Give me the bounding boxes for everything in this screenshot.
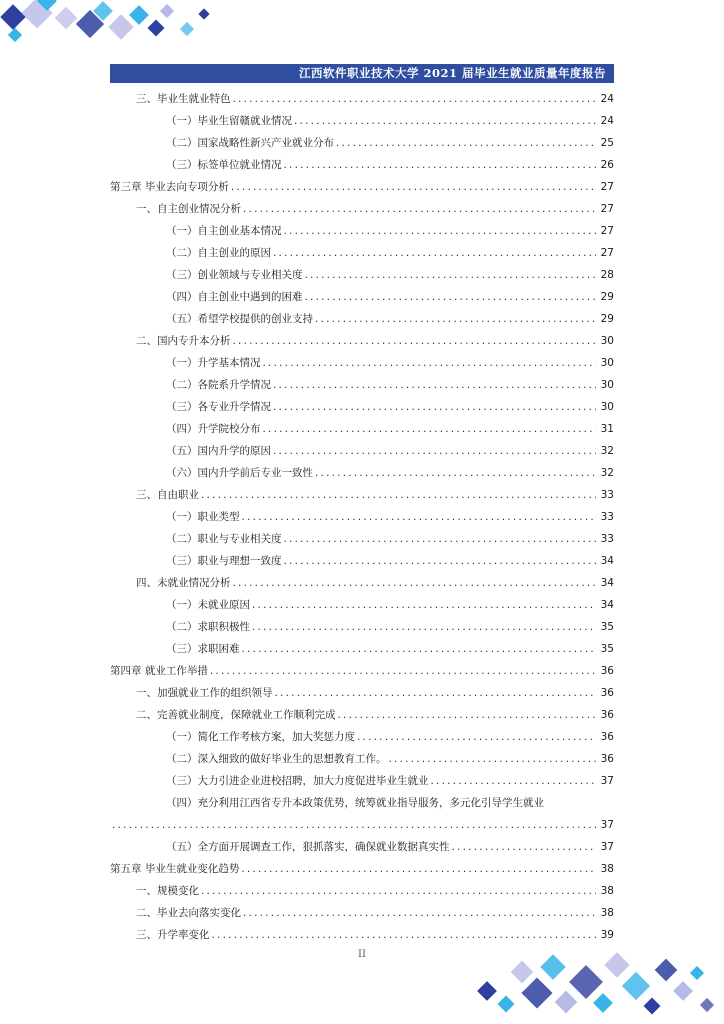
toc-entry-title: （一）职业类型: [166, 511, 240, 523]
deco-square: [498, 996, 515, 1013]
toc-entry[interactable]: [166, 156, 614, 174]
deco-square: [655, 959, 678, 982]
toc-entry-title: （三）大力引进企业进校招聘，加大力度促进毕业生就业: [166, 775, 429, 787]
toc-entry[interactable]: [166, 750, 614, 768]
toc-entry-page: 24: [600, 115, 614, 127]
toc-entry[interactable]: [166, 552, 614, 570]
deco-square: [477, 981, 497, 1001]
toc-entry-page: 30: [600, 357, 614, 369]
toc-entry-page: 36: [600, 687, 614, 699]
toc-entry[interactable]: [136, 926, 614, 944]
deco-square: [8, 28, 22, 42]
leader-dots: [210, 662, 596, 680]
toc-chapter[interactable]: [110, 860, 614, 878]
leader-dots: [315, 310, 596, 328]
toc-entry-page: 27: [600, 181, 614, 193]
toc-entry[interactable]: [166, 112, 614, 130]
leader-dots: [242, 508, 597, 526]
toc-entry-title: 一、自主创业情况分析: [136, 203, 241, 215]
toc-entry[interactable]: [166, 134, 614, 152]
toc-chapter[interactable]: [110, 178, 614, 196]
toc-entry[interactable]: [166, 530, 614, 548]
toc-entry[interactable]: [166, 838, 614, 856]
leader-dots: [242, 640, 597, 658]
toc-entry-page: 33: [600, 511, 614, 523]
toc-entry-page: 34: [600, 599, 614, 611]
toc-entry-title: （一）毕业生留赣就业情况: [166, 115, 292, 127]
toc-chapter[interactable]: [110, 662, 614, 680]
toc-entry-page: 33: [600, 489, 614, 501]
toc-entry[interactable]: [136, 684, 614, 702]
toc-entry-title: （五）全方面开展调查工作，狠抓落实，确保就业数据真实性: [166, 841, 450, 853]
leader-dots: [252, 596, 596, 614]
toc-entry-page: 25: [600, 137, 614, 149]
toc-entry[interactable]: [166, 354, 614, 372]
toc-entry-page: 36: [600, 709, 614, 721]
toc-entry-page: 38: [600, 885, 614, 897]
toc-entry-title: 二、国内专升本分析: [136, 335, 231, 347]
leader-dots: [315, 464, 596, 482]
toc-entry[interactable]: [136, 486, 614, 504]
deco-square: [180, 22, 194, 36]
leader-dots: [284, 222, 597, 240]
leader-dots: [263, 420, 597, 438]
toc-entry-page: 38: [600, 907, 614, 919]
leader-dots: [212, 926, 597, 944]
page-number: II: [358, 949, 366, 960]
bottom-right-decoration: [470, 950, 724, 1024]
leader-dots: [275, 684, 597, 702]
toc-entry-title: （四）自主创业中遇到的困难: [166, 291, 303, 303]
leader-dots: [273, 376, 596, 394]
toc-entry-title: （三）职业与理想一致度: [166, 555, 282, 567]
deco-square: [593, 993, 613, 1013]
deco-square: [37, 0, 57, 11]
toc-entry-title: 二、完善就业制度，保障就业工作顺利完成: [136, 709, 336, 721]
toc-entry-page: 35: [600, 643, 614, 655]
toc-entry-title: 第三章 毕业去向专项分析: [110, 181, 229, 193]
toc-entry-page: 39: [600, 929, 614, 941]
deco-square: [76, 10, 104, 38]
toc-entry-title: （二）各院系升学情况: [166, 379, 271, 391]
toc-entry-title: 第五章 毕业生就业变化趋势: [110, 863, 240, 875]
deco-square: [55, 7, 78, 30]
toc-entry-page: 30: [600, 335, 614, 347]
toc-entry[interactable]: [166, 376, 614, 394]
leader-dots: [201, 882, 596, 900]
toc-entry[interactable]: [136, 706, 614, 724]
toc-entry-title: （四）升学院校分布: [166, 423, 261, 435]
leader-dots: [336, 134, 596, 152]
toc-entry-page: 33: [600, 533, 614, 545]
deco-square: [555, 991, 578, 1014]
toc-entry-title: 三、升学率变化: [136, 929, 210, 941]
deco-square: [644, 998, 661, 1015]
leader-dots: [241, 860, 596, 878]
toc-entry[interactable]: [166, 640, 614, 658]
toc-entry-title: （三）创业领域与专业相关度: [166, 269, 303, 281]
deco-square: [160, 4, 174, 18]
leader-dots: [284, 530, 597, 548]
toc-entry-title: （一）未就业原因: [166, 599, 250, 611]
toc-entry[interactable]: [136, 332, 614, 350]
toc-entry-title: （二）求职积极性: [166, 621, 250, 633]
leader-dots: [231, 178, 596, 196]
toc-entry[interactable]: [166, 772, 614, 790]
toc-entry[interactable]: [166, 222, 614, 240]
deco-square: [622, 972, 650, 1000]
toc-entry-page: 37: [600, 841, 614, 853]
toc-entry-title: 第四章 就业工作举措: [110, 665, 208, 677]
toc-entry[interactable]: [136, 882, 614, 900]
leader-dots: [243, 200, 596, 218]
toc-entry-title: （六）国内升学前后专业一致性: [166, 467, 313, 479]
leader-dots: [233, 574, 597, 592]
leader-dots: [305, 288, 597, 306]
toc-entry-page: 32: [600, 445, 614, 457]
toc-entry[interactable]: [166, 442, 614, 460]
toc-entry-page: 38: [600, 863, 614, 875]
toc-entry-page: 36: [600, 753, 614, 765]
deco-square: [129, 5, 149, 25]
toc-entry[interactable]: [166, 596, 614, 614]
leader-dots: [284, 552, 597, 570]
toc-entry-page: 31: [600, 423, 614, 435]
leader-dots: [273, 244, 596, 262]
toc-entry-title: （一）简化工作考核方案，加大奖惩力度: [166, 731, 355, 743]
leader-dots: [452, 838, 597, 856]
toc-entry-page: 27: [600, 225, 614, 237]
toc-entry-title: （二）自主创业的原因: [166, 247, 271, 259]
deco-square: [673, 981, 693, 1001]
leader-dots: [233, 90, 597, 108]
toc-entry-title: 三、毕业生就业特色: [136, 93, 231, 105]
toc-entry[interactable]: [166, 288, 614, 306]
toc-entry-page: 29: [600, 313, 614, 325]
toc-entry-page: 32: [600, 467, 614, 479]
toc-entry-title: 三、自由职业: [136, 489, 199, 501]
toc-entry[interactable]: [166, 266, 614, 284]
toc-entry-title: （三）各专业升学情况: [166, 401, 271, 413]
leader-dots: [389, 750, 597, 768]
leader-dots: [243, 904, 596, 922]
toc-entry-page: 36: [600, 665, 614, 677]
toc-entry-page: 26: [600, 159, 614, 171]
deco-square: [700, 998, 714, 1012]
leader-dots: [294, 112, 596, 130]
toc-entry-continuation[interactable]: [110, 816, 614, 834]
toc-entry[interactable]: [166, 618, 614, 636]
deco-square: [511, 961, 534, 984]
toc-entry-page: 27: [600, 203, 614, 215]
toc-entry-page: 30: [600, 379, 614, 391]
toc-entry[interactable]: [166, 398, 614, 416]
leader-dots: [357, 728, 596, 746]
deco-square: [148, 20, 165, 37]
toc-entry[interactable]: [166, 310, 614, 328]
leader-dots: [273, 398, 596, 416]
toc-entry-title: （三）标签单位就业情况: [166, 159, 282, 171]
toc-entry-title: 一、规模变化: [136, 885, 199, 897]
leader-dots: [263, 354, 597, 372]
toc-entry-title: 一、加强就业工作的组织领导: [136, 687, 273, 699]
toc-entry-title: 二、毕业去向落实变化: [136, 907, 241, 919]
toc-entry-page: 34: [600, 555, 614, 567]
toc-entry[interactable]: [166, 728, 614, 746]
toc-entry-title: （二）国家战略性新兴产业就业分布: [166, 137, 334, 149]
toc-entry-page: 29: [600, 291, 614, 303]
toc-entry-page: 36: [600, 731, 614, 743]
toc-entry-title: （一）自主创业基本情况: [166, 225, 282, 237]
toc-entry-page: 24: [600, 93, 614, 105]
toc-entry[interactable]: [136, 200, 614, 218]
toc-entry-page: 27: [600, 247, 614, 259]
deco-square: [93, 1, 113, 21]
toc-entry-title: （五）国内升学的原因: [166, 445, 271, 457]
report-title: 江西软件职业技术大学 2021 届毕业生就业质量年度报告: [298, 66, 606, 80]
toc-entry-title: （五）希望学校提供的创业支持: [166, 313, 313, 325]
top-left-decoration: [0, 0, 230, 60]
toc-entry[interactable]: [166, 508, 614, 526]
toc-entry-title: （三）求职困难: [166, 643, 240, 655]
toc-entry[interactable]: [166, 464, 614, 482]
leader-dots: [273, 442, 596, 460]
leader-dots: [201, 486, 596, 504]
deco-square: [0, 4, 25, 29]
toc-entry-title: 四、未就业情况分析: [136, 577, 231, 589]
toc-entry[interactable]: [136, 90, 614, 108]
deco-square: [569, 965, 603, 999]
toc-entry[interactable]: [166, 244, 614, 262]
deco-square: [198, 8, 209, 19]
toc-entry[interactable]: [136, 574, 614, 592]
deco-square: [690, 966, 704, 980]
leader-dots: [284, 156, 597, 174]
toc-entry-page: 28: [600, 269, 614, 281]
leader-dots: [431, 772, 597, 790]
leader-dots: [305, 266, 597, 284]
toc-entry-title: （二）职业与专业相关度: [166, 533, 282, 545]
toc-entry-page: 30: [600, 401, 614, 413]
toc-entry-page: 35: [600, 621, 614, 633]
leader-dots: [233, 332, 597, 350]
leader-dots: [252, 618, 596, 636]
deco-square: [21, 0, 52, 29]
toc-entry-title: （一）升学基本情况: [166, 357, 261, 369]
toc-entry[interactable]: [136, 904, 614, 922]
toc-entry-page: 37: [600, 775, 614, 787]
toc-entry-wrapped-title[interactable]: （四）充分利用江西省专升本政策优势，统筹就业指导服务，多元化引导学生就业: [166, 797, 544, 809]
toc-entry-page: 37: [600, 819, 614, 831]
leader-dots: [112, 816, 596, 834]
deco-square: [521, 977, 552, 1008]
toc-entry[interactable]: [166, 420, 614, 438]
deco-square: [108, 14, 133, 39]
toc-entry-title: （二）深入细致的做好毕业生的思想教育工作。: [166, 753, 387, 765]
header-bar: [110, 64, 614, 83]
leader-dots: [338, 706, 597, 724]
toc-entry-page: 34: [600, 577, 614, 589]
